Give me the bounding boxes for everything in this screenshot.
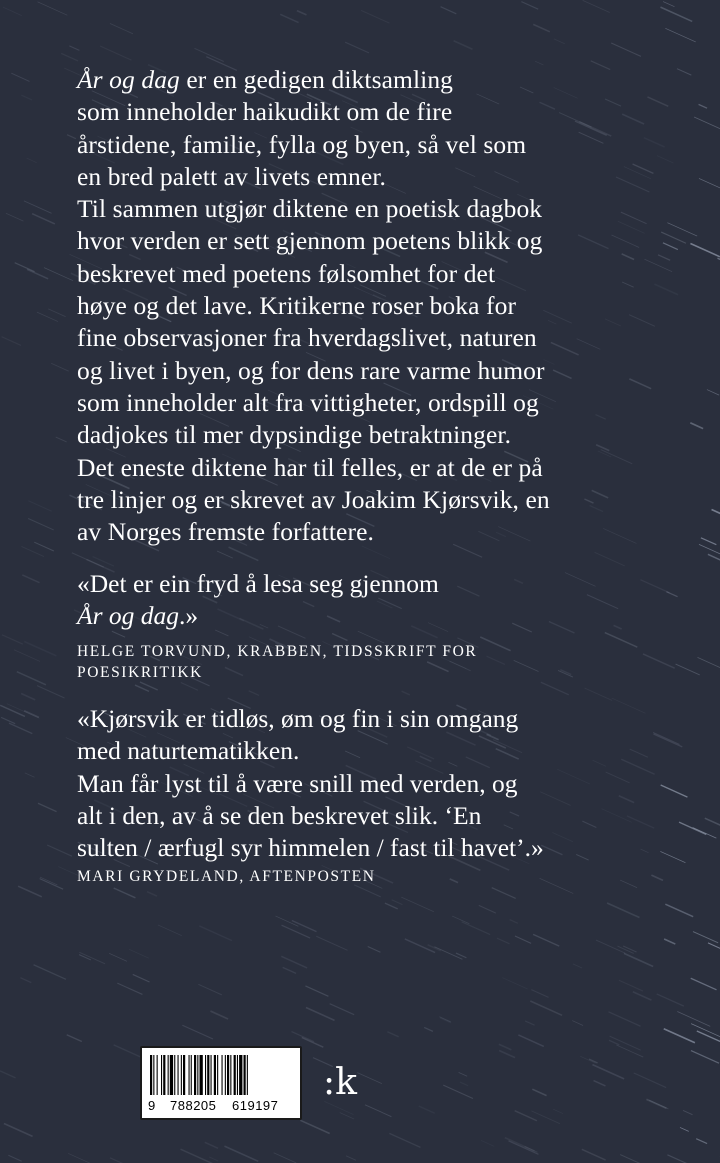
rain-streak [110,1158,137,1163]
rain-streak [147,892,157,896]
rain-streak [79,955,91,960]
rain-streak [368,946,381,952]
isbn-barcode [140,1046,302,1120]
rain-streak [21,95,32,100]
quote-attribution: MARI GRYDELAND, AFTENPOSTEN [77,868,376,886]
rain-streak [585,688,613,700]
rain-streak [79,952,105,964]
rain-streak [665,28,695,42]
rain-streak [292,921,317,932]
book-title-italic: År og dag [77,65,180,94]
rain-streak [697,1031,720,1044]
rain-streak [459,1072,468,1076]
rain-streak [8,1155,21,1161]
rain-streak [365,1105,391,1117]
rain-streak [664,939,675,944]
rain-streak [24,711,39,718]
rain-streak [623,946,636,952]
rain-streak [306,1007,335,1020]
rain-streak [0,705,25,716]
quote-line: «Det er ein fryd å lesa seg gjennom [77,569,439,598]
rain-streak [657,994,684,1006]
rain-streak [20,978,31,983]
rain-streak [434,947,462,960]
barcode-bar [161,1055,162,1095]
barcode-bar [157,1055,158,1095]
rain-streak [708,554,720,561]
rain-streak [283,967,296,973]
rain-streak [533,24,550,31]
rain-streak [357,1073,382,1084]
rain-streak [182,1025,213,1039]
book-title-italic: År og dag [77,601,179,631]
rain-streak [21,546,44,556]
book-description [77,64,717,548]
rain-streak [109,953,127,961]
rain-streak [634,1073,666,1088]
rain-streak [47,845,72,856]
barcode-bar [225,1055,226,1095]
description-line: År og dag er en gedigen diktsamling [77,65,454,94]
barcode-bar [189,1055,190,1095]
barcode-bars [150,1055,296,1095]
rain-streak [224,1146,258,1161]
rain-streak [583,0,610,12]
rain-streak [693,932,718,943]
barcode-bar [150,1055,152,1095]
rain-streak [515,936,531,943]
rain-streak [27,158,37,163]
quote-line: «Kjørsvik er tidløs, øm og fin i sin omgang [77,704,519,733]
rain-streak [93,557,114,567]
rain-streak [452,916,469,924]
rain-streak [38,2,68,15]
rain-streak [531,990,548,998]
barcode-bar [194,1055,196,1095]
description-line: dadjokes til mer dypsindige betraktninger. [77,420,512,450]
rain-streak [346,1156,356,1160]
barcode-bar [230,1055,231,1095]
rain-streak [660,7,692,21]
rain-streak [521,2,538,10]
rain-streak [663,2,674,7]
rain-streak [51,363,69,371]
description-line: beskrevet med poetens følsomhet for det [77,258,496,288]
rain-streak [100,46,131,60]
barcode-bar [237,1055,238,1095]
rain-streak [25,773,35,777]
rain-streak [454,41,473,50]
barcode-bar [181,1055,182,1095]
rain-streak [619,980,643,991]
rain-streak [462,922,490,935]
rain-streak [37,686,64,698]
rain-streak [6,213,24,221]
description-line: som inneholder haikudikt om de fire [77,97,453,127]
rain-streak [44,268,73,281]
rain-streak [61,53,78,61]
barcode-bar [222,1055,223,1095]
barcode-bar [205,1055,206,1095]
rain-streak [135,685,149,691]
rain-streak [553,1109,563,1113]
rain-streak [69,46,79,51]
quote-line: Man får lyst til å være snill med verden, og [77,768,518,798]
rain-streak [181,1149,213,1163]
rain-streak [67,1035,82,1042]
rain-streak [40,877,57,885]
rain-streak [607,903,639,918]
rain-streak [205,1142,218,1148]
rain-streak [533,934,559,946]
barcode-bar [244,1055,246,1095]
rain-streak [2,635,23,644]
rain-streak [2,337,21,346]
rain-streak [114,1045,143,1058]
rain-streak [133,974,150,982]
rain-streak [37,312,58,321]
rain-streak [24,641,56,655]
rain-streak [530,1001,562,1015]
rain-streak [691,1051,719,1064]
rain-streak [324,1101,353,1114]
rain-streak [67,135,76,139]
rain-streak [292,1032,315,1042]
rain-streak [525,1021,535,1025]
rain-streak [345,42,369,53]
review-quote-2 [77,703,717,887]
rain-streak [0,1071,16,1078]
rain-streak [696,1139,707,1144]
rain-streak [572,1021,583,1026]
description-line: en bred palett av livets emner. [77,161,386,191]
rain-streak [17,672,46,685]
rain-streak [209,1157,218,1161]
barcode-bar [168,1055,169,1095]
rain-streak [611,43,641,56]
rain-streak [302,1038,323,1048]
barcode-bar [217,1055,218,1095]
rain-streak [229,547,259,560]
barcode-bar [170,1055,173,1095]
barcode-bar [191,1055,192,1095]
rain-streak [1,717,15,723]
rain-streak [541,682,569,695]
rain-streak [608,1012,640,1026]
rain-streak [32,214,55,224]
rain-streak [419,1106,435,1113]
barcode-bar [153,1055,154,1095]
rain-streak [316,936,347,950]
rain-streak [481,1140,494,1146]
rain-streak [9,723,32,734]
description-line: hvor verden er sett gjennom poetens blikk og [77,226,543,256]
rain-streak [34,965,66,980]
rain-streak [114,888,136,898]
rain-streak [424,1027,433,1031]
rain-streak [460,1082,468,1086]
rain-streak [297,11,307,15]
rain-streak [518,1035,543,1046]
rain-streak [11,73,29,81]
review-quote-1 [77,568,717,683]
rain-streak [199,926,232,941]
rain-streak [499,1044,511,1050]
rain-streak [361,10,389,23]
rain-streak [649,1100,668,1109]
rain-streak [633,992,652,1000]
rain-streak [620,1155,653,1163]
rain-streak [305,986,328,996]
quote-attribution: HELGE TORVUND, KRABBEN, TIDSSKRIFT FOR POESIKRITIKK [77,642,478,681]
publisher-logo: :k [323,1062,357,1103]
rain-streak [592,1065,624,1079]
rain-streak [24,201,52,213]
description-line: og livet i byen, og for dens rare varme humor [77,355,545,385]
rain-streak [198,984,221,995]
rain-streak [280,14,298,22]
rain-streak [573,964,582,968]
rain-streak [582,1149,606,1160]
rain-streak [680,1127,689,1131]
rain-streak [443,1085,473,1098]
rain-streak [274,1153,297,1163]
quote-line: med naturtematikken. [77,736,300,766]
description-line: som inneholder alt fra vittigheter, ordspill og [77,387,539,417]
rain-streak [300,1120,329,1133]
rain-streak [683,1110,692,1114]
rain-streak [499,1051,515,1058]
rain-streak [15,263,35,272]
rain-streak [281,956,307,968]
rain-streak [554,39,565,44]
rain-streak [509,1141,539,1154]
rain-streak [28,501,51,512]
barcode-bar [200,1055,203,1095]
rain-streak [4,1123,33,1136]
rain-streak [401,897,434,912]
rain-streak [596,940,625,953]
rain-streak [48,309,65,317]
barcode-bar [174,1055,175,1095]
rain-streak [181,683,198,691]
rain-streak [38,803,57,811]
description-line: Det eneste diktene har til felles, er at de er på [77,452,543,482]
rain-streak [609,1040,619,1045]
barcode-bar [227,1055,229,1095]
rain-streak [691,978,717,990]
barcode-bar [234,1055,236,1095]
barcode-bar [178,1055,179,1095]
rain-streak [56,437,67,442]
rain-streak [389,1133,420,1147]
barcode-bar [197,1055,198,1095]
rain-streak [392,900,403,905]
rain-streak [402,691,410,695]
rain-streak [21,694,35,700]
description-line: Til sammen utgjør diktene en poetisk dagbok [77,194,543,224]
rain-streak [532,1089,546,1095]
rain-streak [387,1032,398,1037]
rain-streak [22,575,39,583]
barcode-bar [239,1055,242,1095]
description-line: årstidene, familie, fylla og byen, så vel som [77,129,527,159]
rain-streak [502,978,527,989]
rain-streak [616,1045,643,1057]
rain-streak [531,1111,559,1124]
description-line: tre linjer og er skrevet av Joakim Kjørsvik, en [77,484,550,514]
rain-streak [117,983,142,994]
rain-streak [441,7,457,14]
barcode-bar [163,1055,165,1095]
barcode-bar [211,1055,212,1095]
rain-streak [217,551,233,558]
rain-streak [18,886,42,897]
rain-streak [3,7,22,15]
barcode-bar [247,1055,248,1095]
description-line: fine observasjoner fra hverdagslivet, naturen [77,323,537,353]
rain-streak [665,904,693,917]
quote-line: sulten / ærfugl syr himmelen / fast til havet’.» [77,833,544,863]
rain-streak [492,888,516,899]
rain-streak [667,1155,691,1163]
rain-streak [40,879,63,890]
rain-streak [624,953,653,966]
rain-streak [440,1018,451,1023]
rain-streak [708,943,720,949]
rain-streak [68,1153,96,1163]
rain-streak [28,518,54,529]
rain-streak [129,949,149,958]
rain-streak [385,903,398,909]
rain-streak [34,542,54,551]
isbn-number: 9 788205 619197 [148,1098,279,1113]
rain-streak [595,552,625,566]
rain-streak [249,691,259,696]
description-line: høye og det lave. Kritikerne roser boka for [77,291,517,321]
barcode-bar [183,1055,185,1095]
barcode-bar [207,1055,209,1095]
rain-streak [330,1004,355,1015]
quote-line: År og dag.» [77,601,199,631]
rain-streak [27,269,48,279]
rain-streak [510,920,518,924]
rain-streak [110,23,133,33]
rain-streak [677,1012,710,1027]
rain-streak [194,48,223,61]
rain-streak [210,1011,228,1019]
rain-streak [594,1081,606,1086]
rain-streak [14,650,40,662]
barcode-bar [214,1055,216,1095]
rain-streak [497,938,510,944]
rain-streak [664,1029,695,1043]
description-line: av Norges fremste forfattere. [77,517,374,547]
quote-line: alt i den, av å se den beskrevet slik. ‘En [77,800,482,830]
rain-streak [580,1056,595,1063]
rain-streak [479,905,496,913]
rain-streak [158,925,182,936]
